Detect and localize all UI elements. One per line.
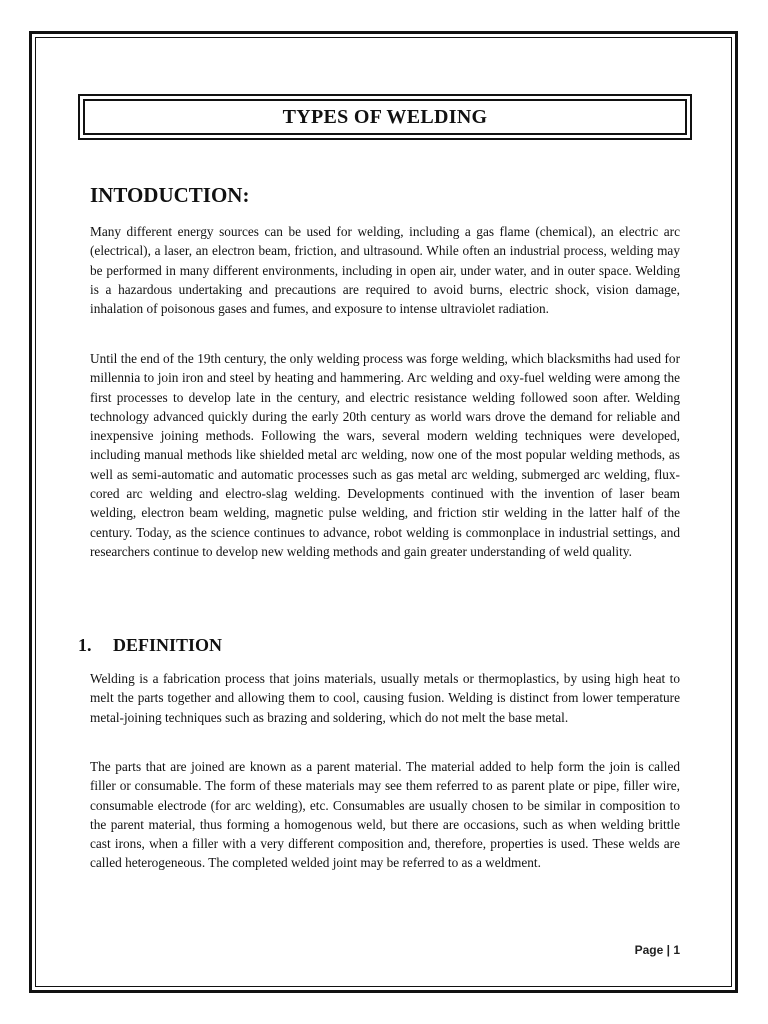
introduction-paragraph-1: Many different energy sources can be used for welding, including a gas flame (chemical), an electric arc (electrical), a laser, an electron beam, friction, and ultrasound. While often an industrial process, welding may be performed in many different environments, including in open air, under water, and in outer space. Welding is a hazardous undertaking and precautions are required to avoid burns, electric shock, vision damage, inhalation of poisonous gases and fumes, and exposure to intense ultraviolet radiation. (90, 224, 680, 317)
definition-paragraph-2: The parts that are joined are known as a parent material. The material added to help form the join is called filler or consumable. The form of these materials may see them referred to as parent plate or pipe, filler wire, consumable electrode (for arc welding), etc. Consumables are usually chosen to be similar in composition to the parent material, thus forming a homogenous weld, but there are occasions, such as when welding brittle cast irons, when a filler with a very different composition and, therefore, properties is used. These welds are called heterogeneous. The completed welded joint may be referred to as a weldment. (90, 759, 680, 871)
introduction-heading: INTODUCTION: (90, 183, 250, 207)
definition-section-number: 1. (78, 635, 92, 655)
definition-paragraph-1: Welding is a fabrication process that joins materials, usually metals or thermoplastics, by using high heat to melt the parts together and allowing them to cool, causing fusion. Welding is distinct from lower temperature metal-joining techniques such as brazing and soldering, which do not melt the base metal. (90, 671, 680, 725)
definition-heading-text: DEFINITION (113, 635, 223, 655)
definition-heading (78, 635, 222, 656)
document-title: TYPES OF WELDING (282, 105, 488, 128)
introduction-paragraph-2: Until the end of the 19th century, the only welding process was forge welding, which blacksmiths had used for millennia to join iron and steel by heating and hammering. Arc welding and oxy-fuel welding were among the first processes to develop late in the century, and electric resistance welding followed soon after. Welding technology advanced quickly during the early 20th century as world wars drove the demand for reliable and inexpensive joining methods. Following the wars, several modern welding techniques were developed, including manual methods like shielded metal arc welding, now one of the most popular welding methods, as well as semi-automatic and automatic processes such as gas metal arc welding, submerged arc welding, flux-cored arc welding and electro-slag welding. Developments continued with the invention of laser beam welding, electron beam welding, magnetic pulse welding, and friction stir welding in the latter half of the century. Today, as the science continues to advance, robot welding is commonplace in industrial settings, and researchers continue to develop new welding methods and gain greater understanding of weld quality. (90, 351, 680, 559)
page-number: Page | 1 (634, 943, 680, 957)
title-box (83, 99, 687, 135)
